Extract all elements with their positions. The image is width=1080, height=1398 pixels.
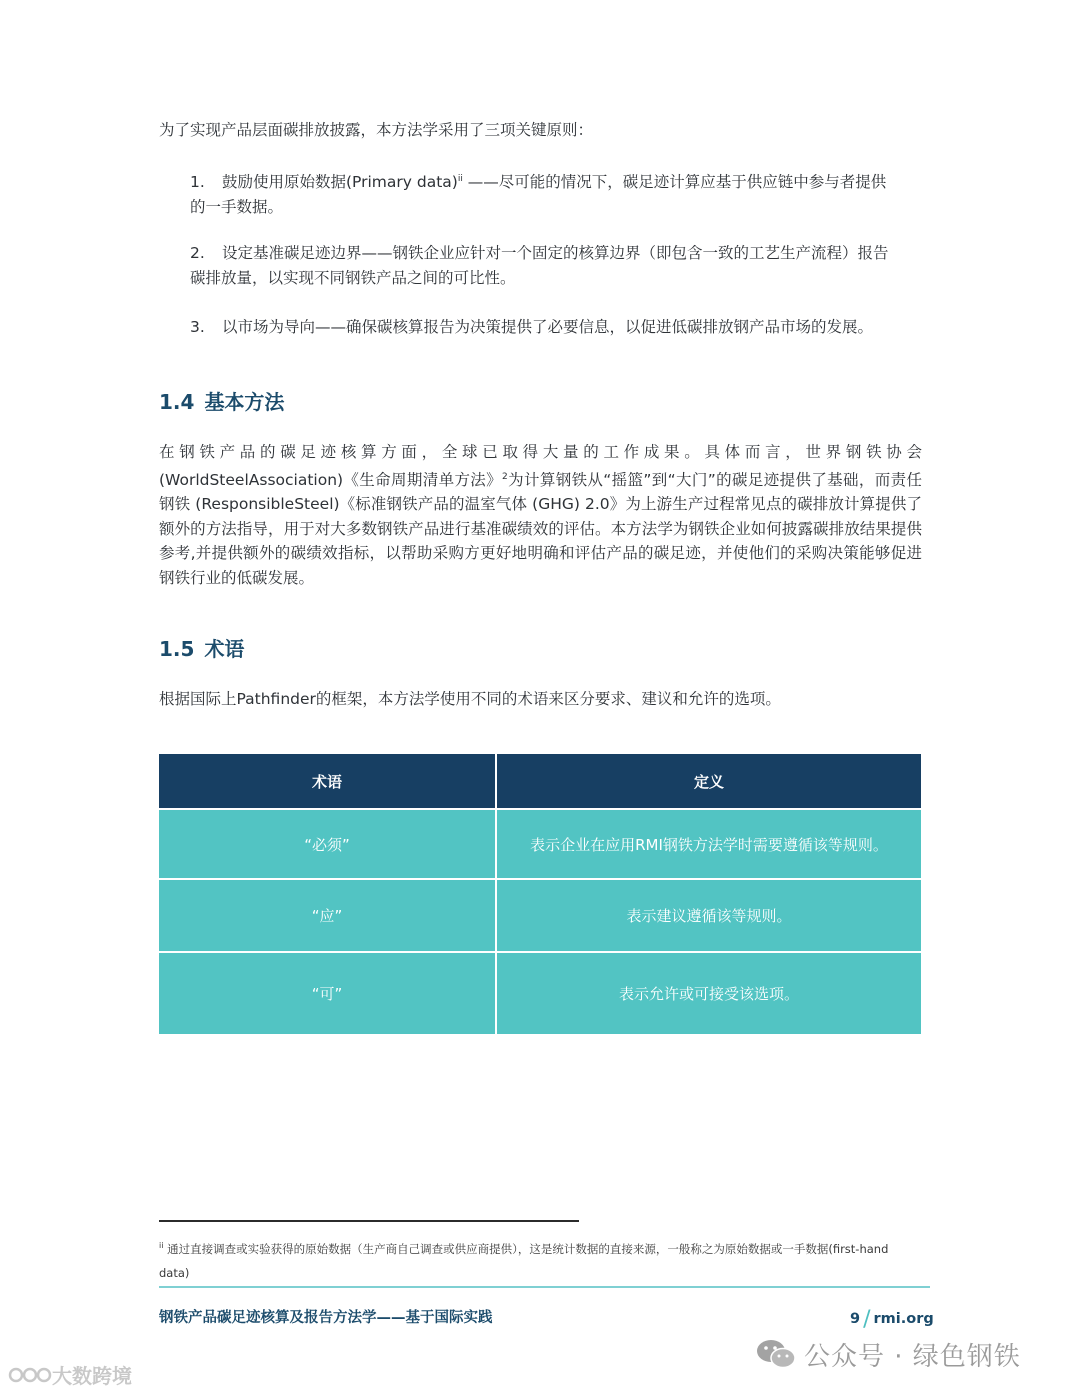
definition-cell: 表示允许或可接受该选项。 xyxy=(496,952,921,1034)
table-row xyxy=(159,809,921,879)
term-cell: “可” xyxy=(159,952,496,1034)
term-cell: “应” xyxy=(159,879,496,952)
section-number: 1.5 xyxy=(159,637,195,661)
wechat-icon xyxy=(756,1338,796,1377)
section-title: 术语 xyxy=(204,637,245,661)
footnote xyxy=(159,1234,919,1285)
watermark-text: 公众号 · 绿色钢铁 xyxy=(804,1342,1021,1372)
principle-item-2 xyxy=(190,241,900,290)
section-1-5-intro: 根据国际上Pathfinder的框架，本方法学使用不同的术语来区分要求、建议和允许的选项。 xyxy=(159,690,781,708)
principle-text: 以市场为导向——确保碳核算报告为决策提供了必要信息，以促进低碳排放钢产品市场的发展。 xyxy=(222,318,874,336)
footnote-divider xyxy=(159,1220,579,1222)
principle-number: 1. xyxy=(190,173,205,192)
watermark-wechat xyxy=(756,1336,1021,1377)
principle-number: 2. xyxy=(190,244,205,262)
intro-paragraph: 为了实现产品层面碳排放披露，本方法学采用了三项关键原则： xyxy=(159,121,594,139)
watermark-left-text: 大数跨境 xyxy=(52,1364,132,1388)
section-1-4-body xyxy=(159,440,922,590)
header-term: 术语 xyxy=(159,754,496,809)
principle-number: 3. xyxy=(190,318,205,336)
terms-table xyxy=(159,754,921,1034)
section-number: 1.4 xyxy=(159,390,195,414)
footer-title: 钢铁产品碳足迹核算及报告方法学——基于国际实践 xyxy=(159,1310,493,1326)
definition-cell: 表示建议遵循该等规则。 xyxy=(496,879,921,952)
table-row xyxy=(159,952,921,1034)
body-text-cont: 为计算钢铁从“摇篮”到“大门”的碳足迹提供了基础，而责任钢铁 (ResponsibleSteel)《标准钢铁产品的温室气体 (GHG) 2.0》为上游生产过程常见点的碳排放计算提供了额外的方法指导，用于对大多数钢铁产品进行基准碳绩效的评估。本方法学为钢铁企业如何披露碳排放结果提供参考,并提供额外的碳绩效指标，以帮助采购方更好地明确和评估产品的碳足迹，并使他们的采购决策能够促进钢铁行业的低碳发展。 xyxy=(159,470,922,587)
section-heading-1-4 xyxy=(159,386,284,415)
body-text: 在钢铁产品的碳足迹核算方面，全球已取得大量的工作成果。具体而言，世界钢铁协会(WorldSteelAssociation)《生命周期清单方法》 xyxy=(159,443,922,489)
site-link[interactable]: rmi.org xyxy=(873,1311,934,1327)
footnote-marker: ii xyxy=(457,174,463,184)
principle-item-1 xyxy=(190,167,900,219)
section-title: 基本方法 xyxy=(204,390,285,414)
principle-item-3 xyxy=(190,315,900,340)
footnote-marker: ii xyxy=(159,1241,164,1250)
footnote-marker: 2 xyxy=(502,471,508,482)
section-heading-1-5 xyxy=(159,633,244,662)
footnote-text: 通过直接调查或实验获得的原始数据（生产商自己调查或供应商提供），这是统计数据的直接来源，一般称之为原始数据或一手数据(first-hand data) xyxy=(159,1241,889,1280)
logo-icon xyxy=(8,1364,52,1391)
watermark-left xyxy=(8,1360,132,1391)
footer-divider xyxy=(159,1286,930,1288)
footer-page-info xyxy=(850,1304,934,1332)
header-definition: 定义 xyxy=(496,754,921,809)
slash-icon: / xyxy=(863,1307,871,1332)
principle-text: 设定基准碳足迹边界——钢铁企业应针对一个固定的核算边界（即包含一致的工艺生产流程）报告碳排放量，以实现不同钢铁产品之间的可比性。 xyxy=(190,244,889,287)
table-row xyxy=(159,879,921,952)
principle-text: 鼓励使用原始数据(Primary data) xyxy=(222,173,458,192)
table-header-row xyxy=(159,754,921,809)
definition-cell: 表示企业在应用RMI钢铁方法学时需要遵循该等规则。 xyxy=(496,809,921,879)
page-number: 9 xyxy=(850,1311,861,1327)
term-cell: “必须” xyxy=(159,809,496,879)
principle-text-cont: ——尽可能的情况下，碳足迹计算应基于供应链中参与者提供的一手数据。 xyxy=(190,173,887,216)
